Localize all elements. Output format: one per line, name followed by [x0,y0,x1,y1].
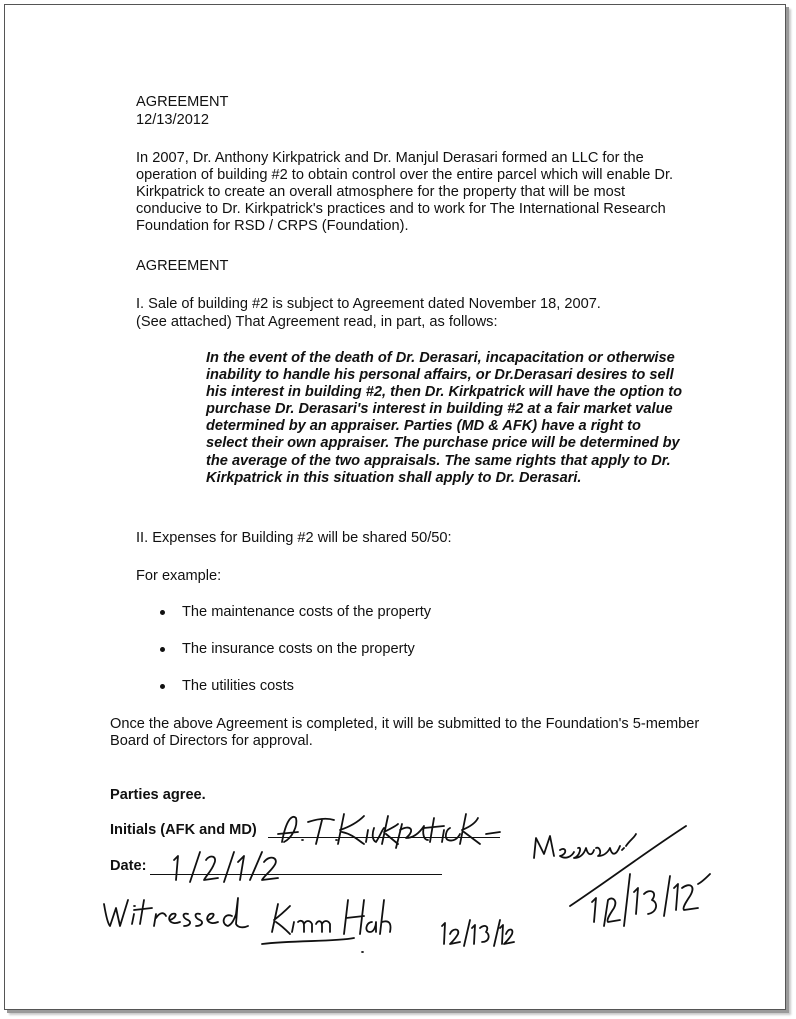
signature-afk [268,800,508,850]
witnessed-handwriting [100,890,270,940]
clause-1-line-1: I. Sale of building #2 is subject to Agreement dated November 18, 2007. [136,296,601,312]
example-label: For example: [136,568,222,584]
bullet-icon [160,610,165,615]
bullet-icon [160,647,165,652]
parties-agree: Parties agree. [110,787,206,803]
section-heading: AGREEMENT [136,258,229,274]
document-date: 12/13/2012 [136,112,210,128]
clause-2: II. Expenses for Building #2 will be shared 50/50: [136,530,452,546]
example-item-maintenance: The maintenance costs of the property [182,604,432,620]
document-title: AGREEMENT [136,94,229,110]
witness-signature [254,892,424,956]
closing-paragraph: Once the above Agreement is completed, it will be submitted to the Foundation's 5-member Board of Directors for approval. [110,716,700,749]
bullet-icon [160,684,165,689]
clause-1-line-2: (See attached) That Agreement read, in part, as follows: [136,314,498,330]
quoted-agreement: In the event of the death of Dr. Derasari, incapacitation or otherwise inability to handle his personal affairs, or Dr.Derasari desires to sell his interest in building #2, then Dr. Kirkpatrick will have the option to purchase Dr. Derasari's interest in building #2 at a fair market value determined by an appraiser. Parties (MD & AFK) have a right to select their own appraiser. The purchase price will be determined by the average of the two appraisals. The same rights that apply to Dr. Kirkpatrick in this situation shall apply to Dr. Derasari. [206,350,682,486]
intro-paragraph: In 2007, Dr. Anthony Kirkpatrick and Dr. Manjul Derasari formed an LLC for the operation of building #2 to obtain control over the entire parcel which will enable Dr. Kirkpatrick to create an overall atmosphere for the property that will be most conducive to Dr. Kirkpatrick's practices and to work for The International Research Foundation for RSD / CRPS (Foundation). [136,150,674,234]
example-item-utilities: The utilities costs [182,678,294,694]
witness-date [436,914,516,954]
example-item-insurance: The insurance costs on the property [182,641,415,657]
signature-date [166,846,286,886]
date-label: Date: [110,858,147,874]
signature-date-md [566,822,716,942]
initials-label: Initials (AFK and MD) [110,822,257,838]
